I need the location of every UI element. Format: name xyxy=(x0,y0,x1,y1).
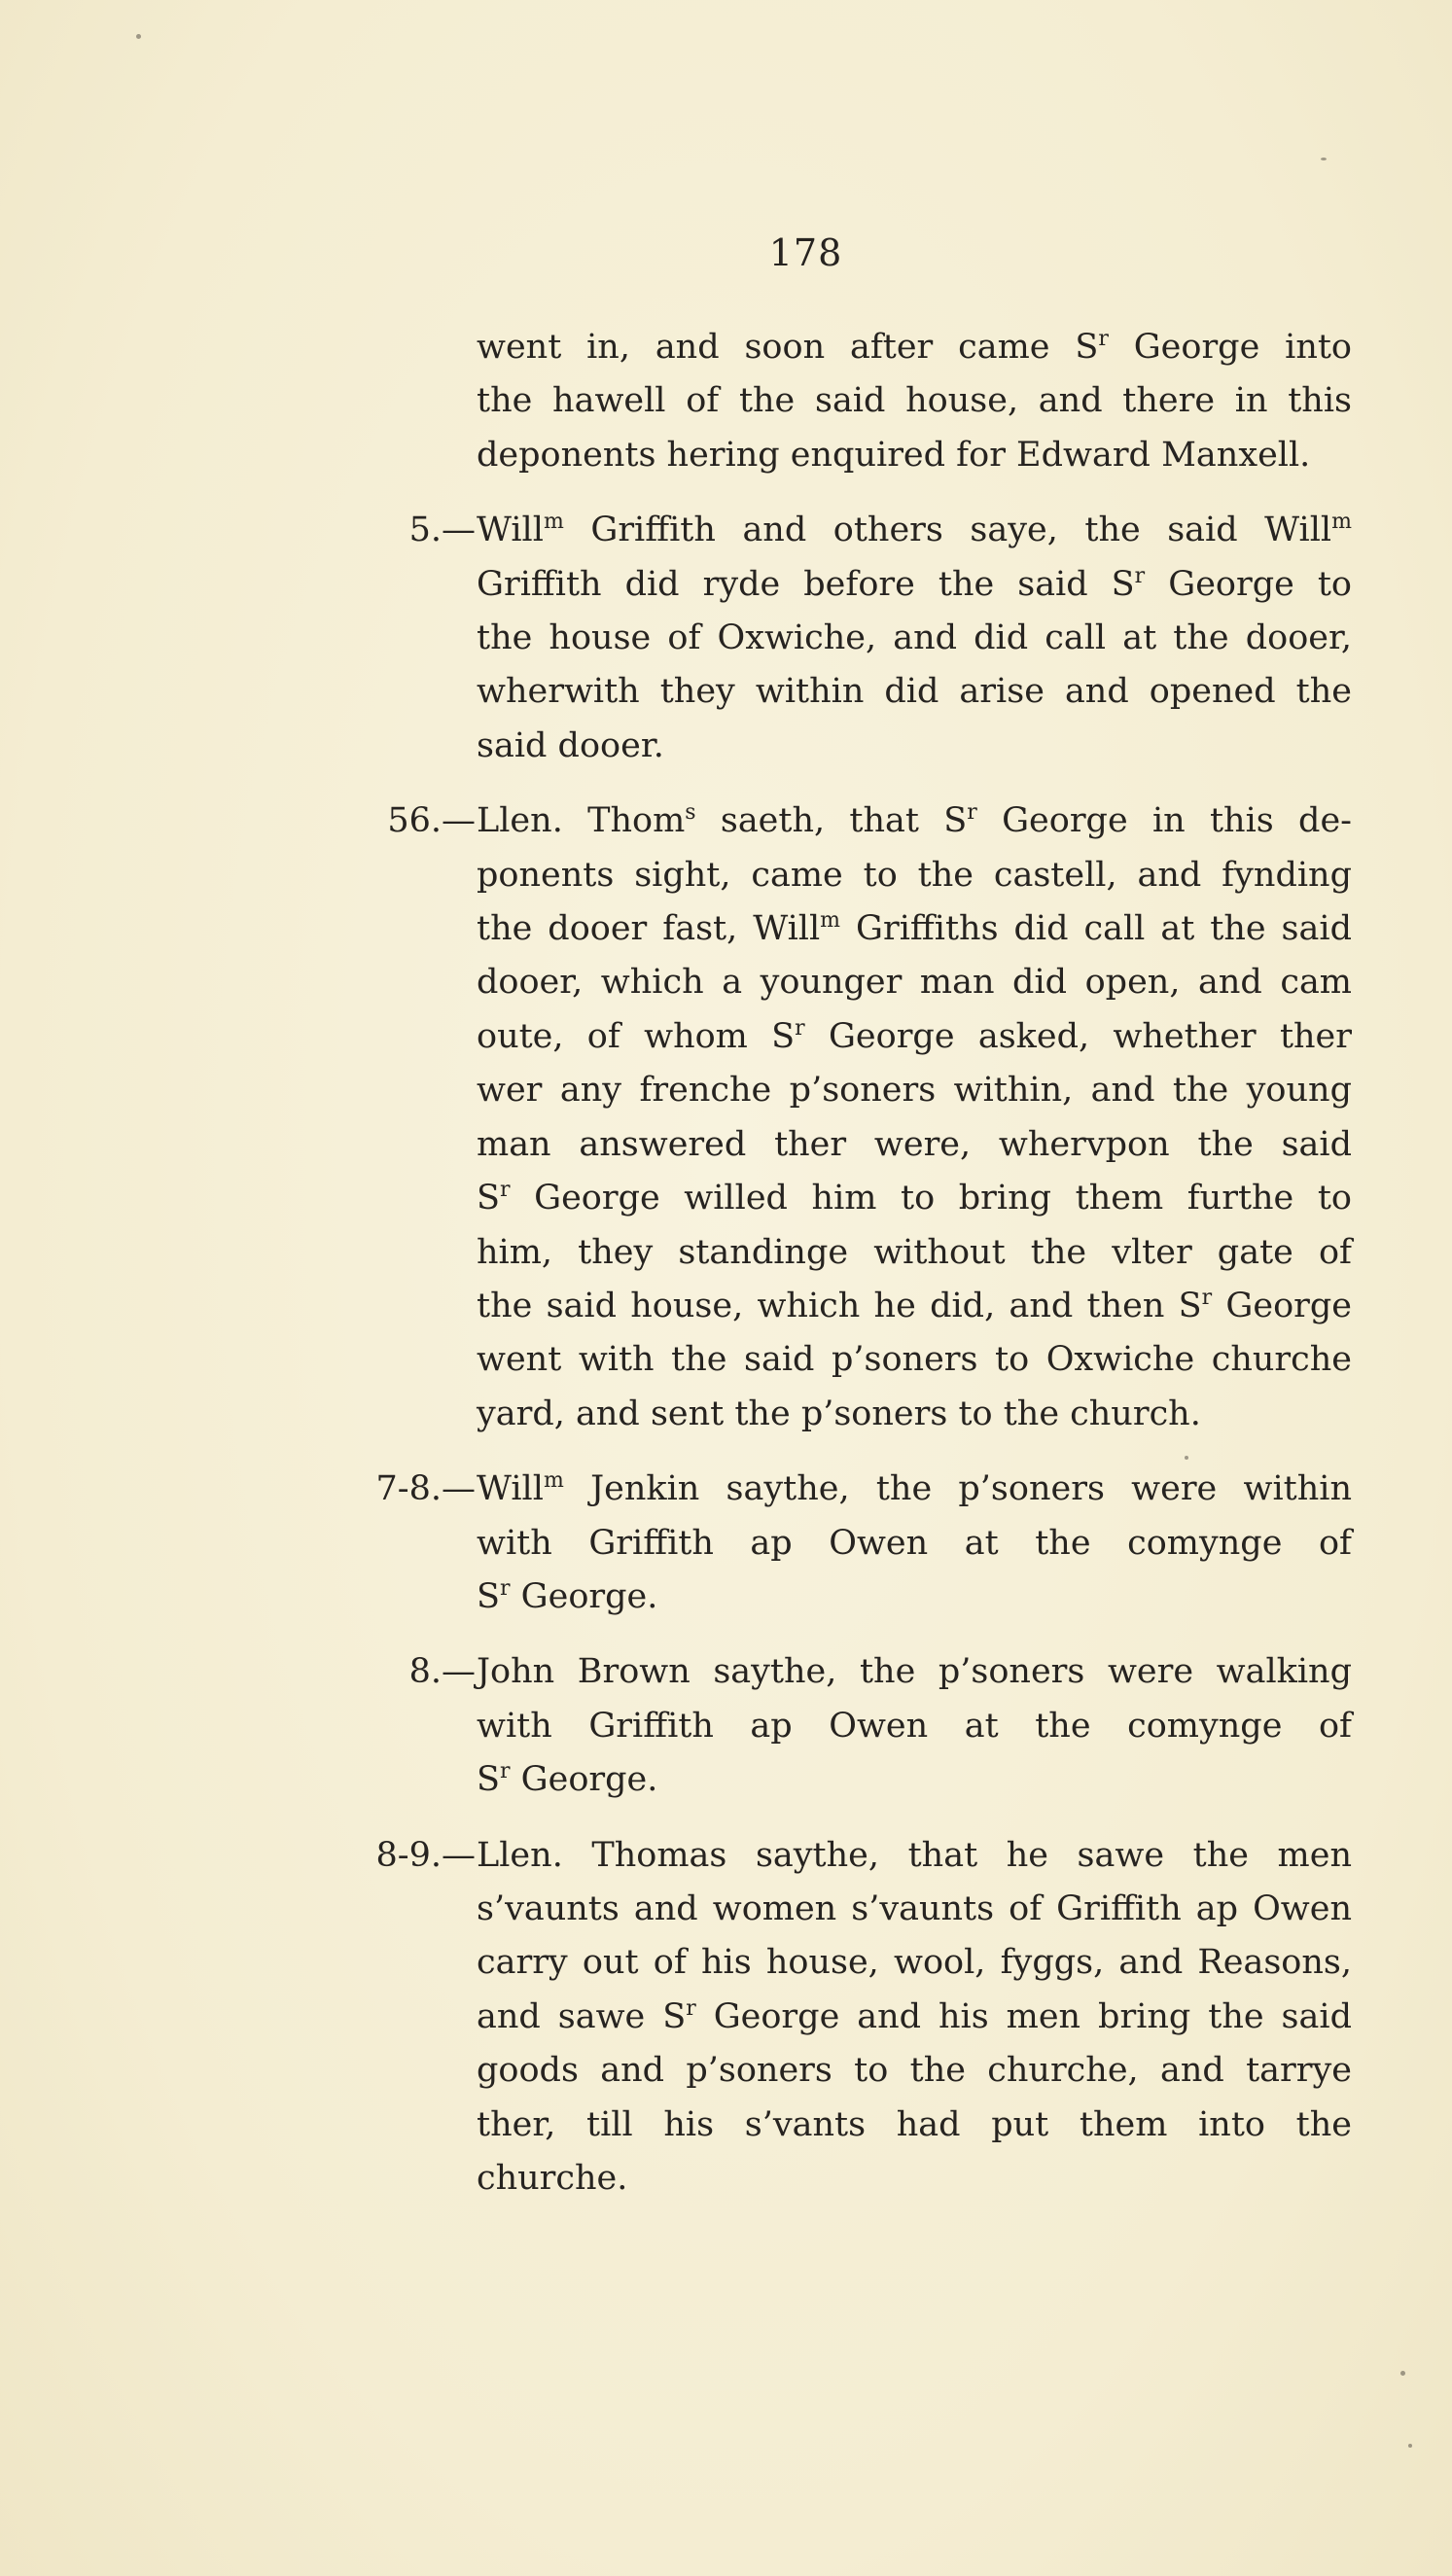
text-line xyxy=(477,902,1352,956)
line-text: went with the said p’soners to Oxwiche churche xyxy=(477,1340,1352,1380)
paper-speck xyxy=(136,34,141,39)
superscript-abbreviation: m xyxy=(1331,510,1352,535)
text-line xyxy=(477,1280,1352,1333)
line-text: yard, and sent the p’soners to the church. xyxy=(477,1394,1201,1433)
text-line xyxy=(477,1010,1352,1064)
superscript-abbreviation: r xyxy=(1201,1285,1213,1310)
deposition-entry xyxy=(350,1463,1352,1624)
text-line xyxy=(477,720,1352,773)
text-line xyxy=(477,2099,1352,2152)
text-line xyxy=(477,1570,1352,1624)
text-line xyxy=(477,1991,1352,2044)
line-text: ponents sight, came to the castell, and fynding xyxy=(477,855,1352,895)
deposition-entry xyxy=(350,321,1352,482)
text-line xyxy=(477,1226,1352,1280)
line-text: George xyxy=(1212,1286,1353,1325)
line-text: the hawell of the said house, and there in this xyxy=(477,381,1352,421)
text-line xyxy=(477,612,1352,665)
line-text: George asked, whether ther xyxy=(804,1016,1353,1056)
line-text: John Brown saythe, the p’soners were walking xyxy=(477,1652,1352,1692)
line-text: man answered ther were, whervpon the said xyxy=(477,1124,1352,1164)
entry-number: 56.— xyxy=(387,801,476,841)
line-text: Jenkin saythe, the p’soners were within xyxy=(563,1469,1352,1509)
line-text: the dooer fast, Will xyxy=(477,909,821,949)
text-line xyxy=(477,1753,1352,1807)
line-text: George. xyxy=(510,1576,658,1616)
superscript-abbreviation: m xyxy=(820,908,841,934)
line-text: George in this de- xyxy=(976,801,1352,841)
line-text: George. xyxy=(510,1760,658,1800)
text-line xyxy=(477,849,1352,902)
line-text: Griffith and others saye, the said Will xyxy=(563,511,1332,550)
superscript-abbreviation: s xyxy=(685,800,696,826)
text-line xyxy=(477,2152,1352,2205)
line-text: the said house, which he did, and then S xyxy=(477,1286,1202,1325)
superscript-abbreviation: r xyxy=(1134,563,1146,588)
line-text: and sawe S xyxy=(477,1996,687,2036)
text-line xyxy=(477,665,1352,719)
text-line xyxy=(477,956,1352,1009)
line-text: wer any frenche p’soners within, and the young xyxy=(477,1071,1352,1111)
line-text: with Griffith ap Owen at the comynge of xyxy=(477,1523,1352,1563)
line-text: went in, and soon after came S xyxy=(477,328,1099,367)
page-number: 178 xyxy=(768,231,843,274)
line-text: Griffith did ryde before the said S xyxy=(477,564,1135,604)
line-text: dooer, which a younger man did open, and cam xyxy=(477,963,1352,1003)
superscript-abbreviation: r xyxy=(967,800,977,826)
line-text: Llen. Thomas saythe, that he sawe the men xyxy=(477,1835,1352,1875)
deposition-text xyxy=(350,321,1352,2227)
text-line xyxy=(477,374,1352,428)
superscript-abbreviation: r xyxy=(795,1015,805,1041)
text-line xyxy=(477,1064,1352,1117)
text-line xyxy=(477,1700,1352,1753)
superscript-abbreviation: r xyxy=(1098,327,1109,351)
line-text: deponents hering enquired for Edward Manxell. xyxy=(477,435,1311,475)
superscript-abbreviation: m xyxy=(543,510,564,535)
line-text: oute, of whom S xyxy=(477,1016,796,1056)
line-text: Llen. Thom xyxy=(477,801,686,841)
line-text: with Griffith ap Owen at the comynge of xyxy=(477,1706,1352,1746)
deposition-entry xyxy=(350,1829,1352,2206)
line-text: S xyxy=(477,1179,500,1218)
text-line xyxy=(477,1172,1352,1225)
text-line xyxy=(477,1645,1352,1699)
text-line xyxy=(477,1463,1352,1516)
line-text: saeth, that S xyxy=(695,801,968,841)
line-text: George and his men bring the said xyxy=(695,1996,1352,2036)
paper-speck xyxy=(1400,2371,1405,2376)
line-text: ther, till his s’vants had put them into the xyxy=(477,2104,1352,2144)
line-text: Griffiths did call at the said xyxy=(840,909,1352,949)
text-line xyxy=(477,1118,1352,1172)
text-line xyxy=(477,1388,1352,1441)
text-line xyxy=(477,1883,1352,1936)
entry-number: 7-8.— xyxy=(375,1469,476,1509)
text-line xyxy=(477,1517,1352,1570)
line-text: Will xyxy=(477,511,544,550)
superscript-abbreviation: r xyxy=(499,1575,511,1601)
deposition-entry xyxy=(350,1645,1352,1807)
text-line xyxy=(477,1936,1352,1990)
entry-number: 8.— xyxy=(408,1652,476,1692)
text-line xyxy=(477,1333,1352,1387)
text-line xyxy=(477,794,1352,848)
line-text: S xyxy=(477,1760,500,1800)
text-line xyxy=(477,429,1352,482)
text-line xyxy=(477,2044,1352,2098)
line-text: wherwith they within did arise and opened the xyxy=(477,672,1352,712)
paper-speck xyxy=(1408,2444,1412,2448)
superscript-abbreviation: m xyxy=(543,1468,564,1494)
entry-number: 8-9.— xyxy=(375,1835,476,1875)
line-text: George willed him to bring them furthe to xyxy=(510,1179,1352,1218)
line-text: said dooer. xyxy=(477,725,664,765)
line-text: Will xyxy=(477,1469,544,1509)
line-text: S xyxy=(477,1576,500,1616)
line-text: the house of Oxwiche, and did call at the dooer, xyxy=(477,618,1352,658)
paper-speck xyxy=(1321,158,1327,160)
entry-number: 5.— xyxy=(408,511,476,550)
line-text: s’vaunts and women s’vaunts of Griffith ap Owen xyxy=(477,1888,1352,1928)
text-line xyxy=(477,321,1352,374)
line-text: George to xyxy=(1145,564,1352,604)
line-text: George into xyxy=(1108,328,1353,367)
line-text: carry out of his house, wool, fyggs, and Reasons, xyxy=(477,1943,1352,1983)
deposition-entry xyxy=(350,794,1352,1441)
superscript-abbreviation: r xyxy=(499,1178,511,1203)
line-text: churche. xyxy=(477,2159,628,2198)
superscript-abbreviation: r xyxy=(499,1759,511,1784)
superscript-abbreviation: r xyxy=(686,1995,696,2021)
deposition-entry xyxy=(350,504,1352,773)
text-line xyxy=(477,558,1352,612)
paper-speck xyxy=(1185,1456,1188,1460)
line-text: him, they standinge without the vlter gate of xyxy=(477,1232,1352,1272)
line-text: goods and p’soners to the churche, and tarrye xyxy=(477,2051,1352,2091)
text-line xyxy=(477,504,1352,557)
text-line xyxy=(477,1829,1352,1883)
